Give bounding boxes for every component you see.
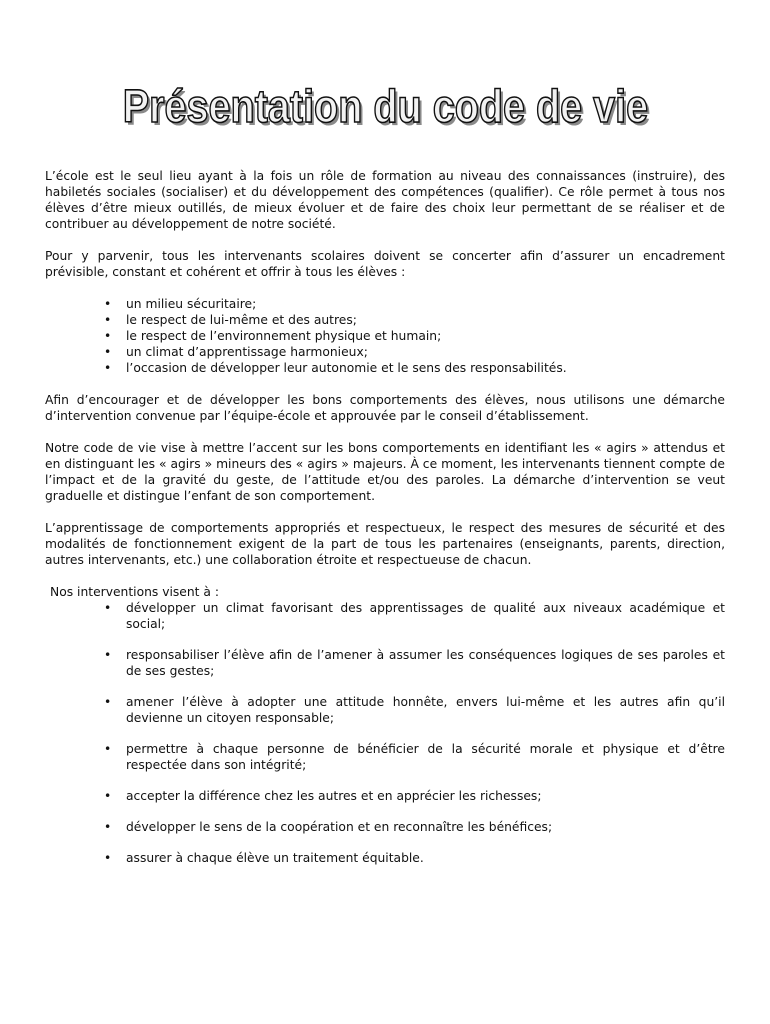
paragraph-interventions-intro: Nos interventions visent à : — [50, 585, 219, 599]
paragraph-intro: L’école est le seul lieu ayant à la fois un rôle de formation au niveau des connaissances (instruire), des habiletés sociales (socialiser) et du développement des compétences (qualifier). Ce rôle permet à tous nos élèves d’être mieux outillés, de mieux évoluer et de faire des choix leur permettant de se réaliser et de contribuer au développement de notre société. — [45, 169, 725, 231]
list-item: • le respect de lui-même et des autres; — [126, 312, 725, 328]
list-item: • un climat d’apprentissage harmonieux; — [126, 344, 725, 360]
page-title: Présentation du code de vie — [122, 80, 648, 132]
paragraph-demarche: Afin d’encourager et de développer les bons comportements des élèves, nous utilisons une démarche d’intervention convenue par l’équipe-école et approuvée par le conseil d’établissement. — [45, 393, 725, 423]
list-item: • un milieu sécuritaire; — [126, 296, 725, 312]
list-offer — [45, 296, 725, 376]
list-item: • accepter la différence chez les autres et en apprécier les richesses; — [126, 788, 725, 804]
document-body — [45, 168, 725, 882]
list-item: • l’occasion de développer leur autonomie et le sens des responsabilités. — [126, 360, 725, 376]
list-item: • responsabiliser l’élève afin de l’amener à assumer les conséquences logiques de ses paroles et de ses gestes; — [126, 647, 725, 679]
list-item: • amener l’élève à adopter une attitude honnête, envers lui-même et les autres afin qu’il devienne un citoyen responsable; — [126, 694, 725, 726]
list-item: • développer le sens de la coopération et en reconnaître les bénéfices; — [126, 819, 725, 835]
paragraph-apprentissage: L’apprentissage de comportements appropriés et respectueux, le respect des mesures de sécurité et des modalités de fonctionnement exigent de la part de tous les partenaires (enseignants, parents, direction, autres intervenants, etc.) une collaboration étroite et respectueuse de chacun. — [45, 521, 725, 567]
paragraph-code-de-vie: Notre code de vie vise à mettre l’accent sur les bons comportements en identifiant les « agirs » attendus et en distinguant les « agirs » mineurs des « agirs » majeurs. À ce moment, les intervenants tiennent compte de l’impact et de la gravité du geste, de l’attitude et/ou des paroles. La démarche d’intervention se veut graduelle et distingue l’enfant de son comportement. — [45, 441, 725, 503]
list-item: • assurer à chaque élève un traitement équitable. — [126, 850, 725, 866]
list-interventions — [45, 600, 725, 866]
list-item: • le respect de l’environnement physique et humain; — [126, 328, 725, 344]
list-item: • permettre à chaque personne de bénéficier de la sécurité morale et physique et d’être respectée dans son intégrité; — [126, 741, 725, 773]
list-item: • développer un climat favorisant des apprentissages de qualité aux niveaux académique et social; — [126, 600, 725, 632]
title-container — [0, 78, 770, 134]
paragraph-parvenir: Pour y parvenir, tous les intervenants scolaires doivent se concerter afin d’assurer un encadrement prévisible, constant et cohérent et offrir à tous les élèves : — [45, 249, 725, 279]
